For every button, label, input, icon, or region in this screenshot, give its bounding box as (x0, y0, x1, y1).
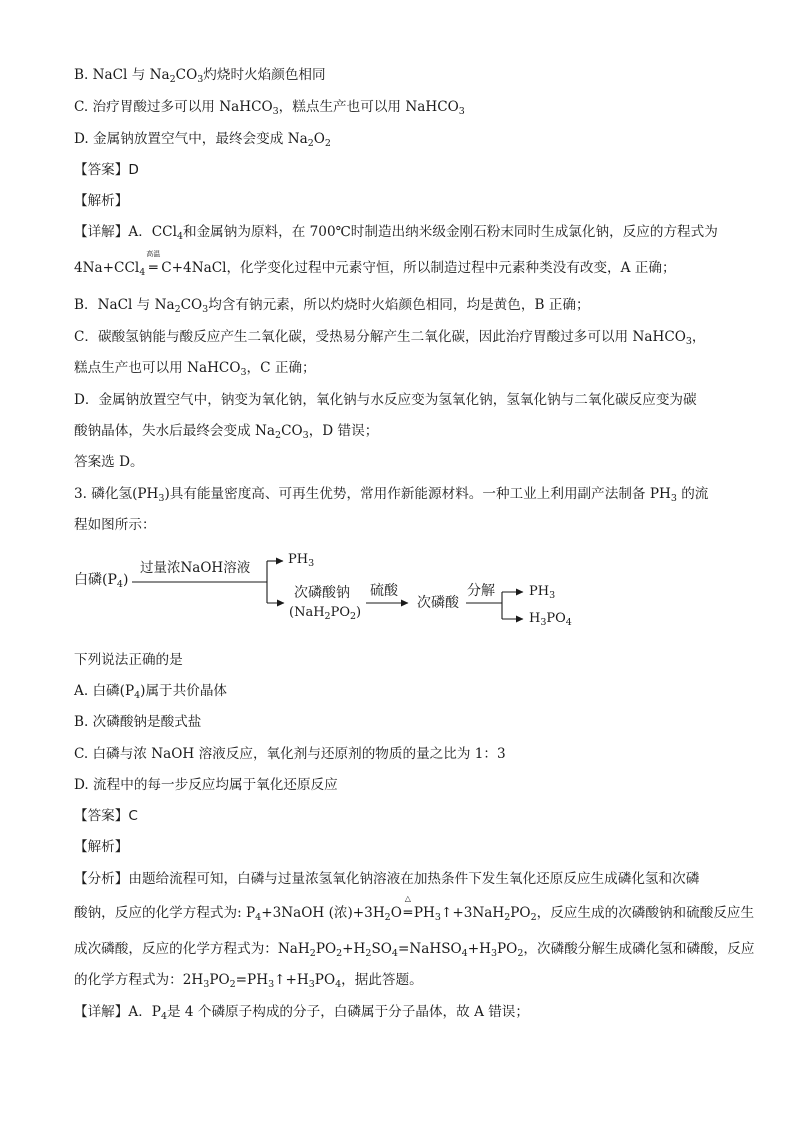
q3-stem-line-2: 程如图所示： (74, 517, 156, 533)
q3-analysis-line-4: 的化学方程式为：$2H_3PO_2=PH_3↑+H_3PO_4$，据此答题。 (74, 972, 423, 990)
h3po4-label: $H_3PO_4$ (529, 611, 572, 628)
q3-analysis-line-1: 【分析】由题给流程可知，白磷与过量浓氢氧化钠溶液在加热条件下发生氧化还原反应生成磷化氢和次磷 (74, 871, 700, 887)
q3-analysis-label: 【解析】 (74, 839, 129, 855)
analysis-label: 【解析】 (74, 193, 129, 209)
process-flow-diagram (74, 543, 604, 638)
heating-condition: △ ═ (403, 894, 412, 921)
ph3-product-label: $PH_3$ (288, 552, 315, 569)
option-c-line: C. 治疗胃酸过多可以用 NaHCO$_3$，糕点生产也可以用 NaHCO$_3$ (74, 99, 465, 117)
q3-stem-line-1: 3. 磷化氢$(PH_3)$具有能量密度高、可再生优势，常用作新能源材料。一种工业上利用副产法制备 $PH_3$ 的流 (74, 486, 709, 504)
white-phosphorus-label: 白磷$(P_4)$ (74, 572, 129, 590)
detail-b-line: B．NaCl 与 $Na_2CO_3$均含有钠元素，所以灼烧时火焰颜色相同，均是黄色，B 正确； (74, 297, 590, 315)
sodium-hypophosphite-label: 次磷酸钠 (294, 585, 350, 601)
detail-c-line-1: C．碳酸氢钠能与酸反应产生二氧化碳，受热易分解产生二氧化碳，因此治疗胃酸过多可以用 NaHCO$_3$， (74, 329, 706, 347)
reagent-sulfuric-acid-label: 硫酸 (370, 583, 398, 599)
q3-answer-label: 【答案】C (74, 808, 138, 824)
detail-d-line-2: 酸钠晶体，失水后最终会变成 $Na_2CO_3$，D 错误； (74, 423, 379, 441)
final-ph3-label: $PH_3$ (529, 584, 556, 601)
equation-condition: 高温 ═ (146, 250, 161, 276)
detail-d-line-1: D．金属钠放置空气中，钠变为氧化钠，氧化钠与水反应变为氢氧化钠，氢氧化钠与二氧化碳反应变为碳 (74, 392, 697, 408)
detail-c-line-2: 糕点生产也可以用 NaHCO$_3$，C 正确； (74, 360, 316, 378)
q3-analysis-line-2: 酸钠，反应的化学方程式为: $P_4+3NaOH$ (浓)$+3H_2O$ △ ═ $PH_3↑+3NaH_2PO_2$，反应生成的次磷酸钠和硫酸反应生 (74, 894, 755, 923)
detail-a-line-2: 4Na+CCl$_4$ 高温 ═ C+4NaCl，化学变化过程中元素守恒，所以制造过程中元素种类没有改变，A 正确； (74, 250, 676, 278)
hypophosphorous-acid-label: 次磷酸 (417, 595, 459, 611)
reagent-decompose-label: 分解 (467, 583, 495, 599)
q3-option-c: C. 白磷与浓 NaOH 溶液反应，氧化剂与还原剂的物质的量之比为 1：3 (74, 746, 506, 762)
q3-option-d: D. 流程中的每一步反应均属于氧化还原反应 (74, 777, 338, 793)
answer-label: 【答案】D (74, 162, 139, 178)
choose-answer-line: 答案选 D。 (74, 454, 144, 470)
detail-a-line-1: 【详解】A．CCl$_4$和金属钠为原料，在 700℃时制造出纳米级金刚石粉末同时生成氯化钠，反应的方程式为 (74, 224, 718, 242)
option-b-line: B. NaCl 与 $Na_2CO_3$灼烧时火焰颜色相同 (74, 67, 326, 85)
reagent-naoh-label: 过量浓NaOH溶液 (140, 560, 251, 576)
option-d-line: D. 金属钠放置空气中，最终会变成 $Na_2O_2$ (74, 131, 331, 149)
q3-prompt: 下列说法正确的是 (74, 652, 183, 668)
q3-option-b: B. 次磷酸钠是酸式盐 (74, 714, 202, 730)
q3-analysis-line-3: 成次磷酸，反应的化学方程式为：$NaH_2PO_2+H_2SO_4=NaHSO_4+H_3PO_2$，次磷酸分解生成磷化氢和磷酸，反应 (74, 941, 755, 959)
q3-option-a: A. 白磷$(P_4)$属于共价晶体 (74, 683, 228, 701)
nah2po2-formula: $(NaH_2PO_2)$ (289, 605, 362, 622)
q3-detail-a: 【详解】A．$P_4$是 4 个磷原子构成的分子，白磷属于分子晶体，故 A 错误； (74, 1004, 529, 1022)
